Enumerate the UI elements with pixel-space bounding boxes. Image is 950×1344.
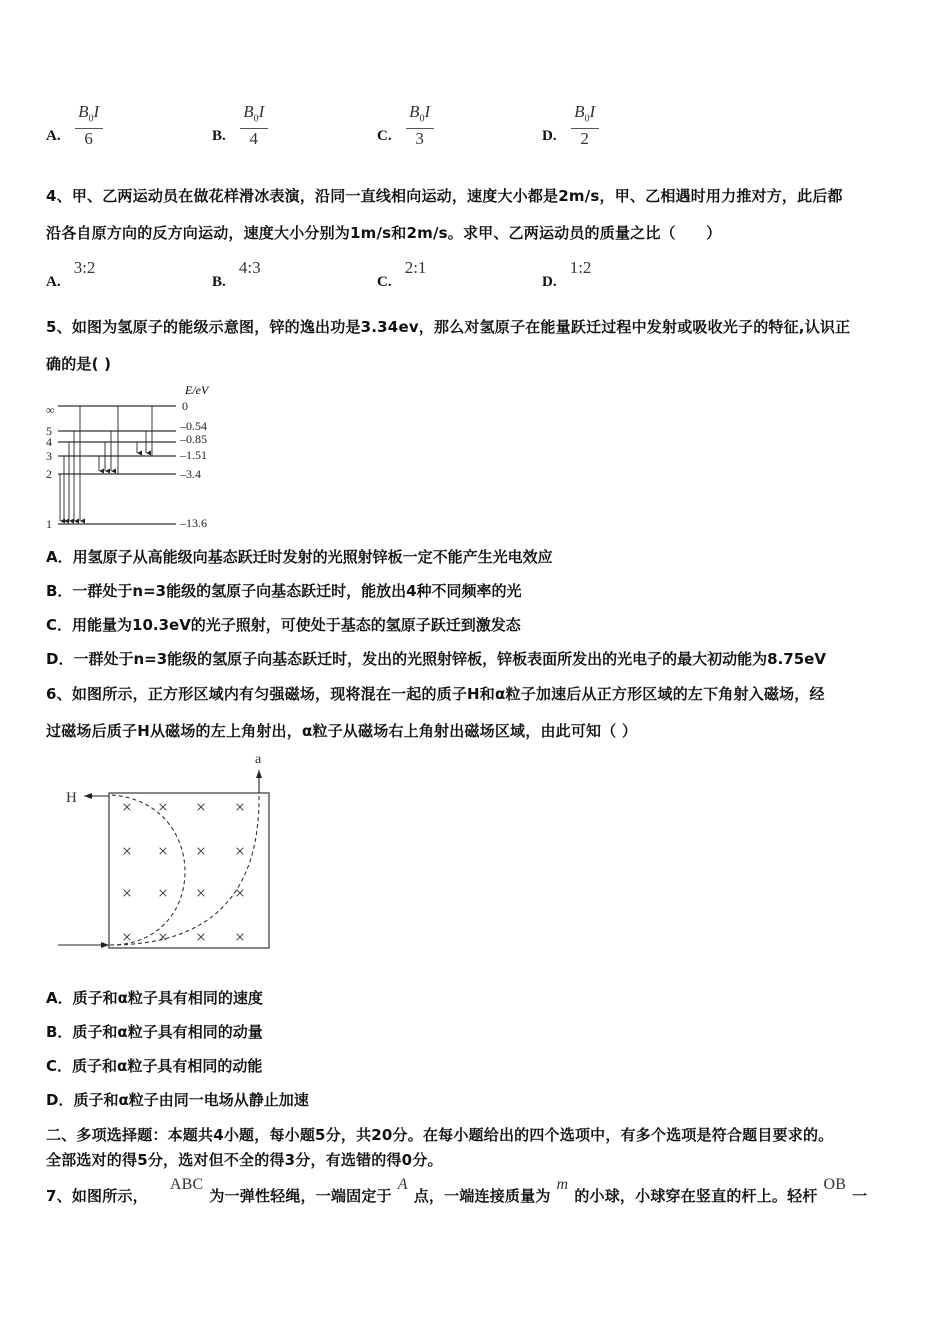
level-n-label: 4 bbox=[46, 435, 52, 449]
subscript: 0 bbox=[584, 113, 590, 125]
level-n-label: 1 bbox=[46, 517, 52, 531]
numerator-tail: I bbox=[258, 102, 265, 121]
svg-text:×: × bbox=[234, 883, 246, 903]
denominator: 4 bbox=[249, 129, 259, 149]
q7-text-2: 点，一端连接质量为 bbox=[413, 1187, 551, 1205]
numerator: B bbox=[409, 102, 420, 121]
label-a: a bbox=[255, 752, 262, 767]
denominator: 2 bbox=[580, 129, 589, 149]
magnetic-field-diagram bbox=[50, 745, 280, 955]
subscript: 0 bbox=[419, 113, 425, 125]
option-value: 2:1 bbox=[404, 258, 427, 277]
question-7-line-1 bbox=[46, 1176, 868, 1207]
q3-option-d[interactable] bbox=[542, 103, 599, 149]
q7-text-1: 为一弹性轻绳，一端固定于 bbox=[209, 1187, 392, 1205]
q6-option-d[interactable]: D．质子和α粒子由同一电场从静止加速 bbox=[46, 1091, 309, 1109]
option-letter: D. bbox=[542, 128, 557, 145]
field-crosses bbox=[122, 797, 245, 947]
option-letter: D. bbox=[542, 274, 557, 290]
axis-label: E/eV bbox=[185, 383, 209, 397]
svg-text:×: × bbox=[157, 841, 169, 861]
option-letter: C. bbox=[377, 274, 392, 290]
option-letter: A. bbox=[46, 274, 61, 290]
question-6-line-2: 过磁场后质子H从磁场的左上角射出，α粒子从磁场右上角射出磁场区域，由此可知（ ） bbox=[46, 722, 638, 740]
q4-option-b[interactable] bbox=[212, 258, 261, 290]
level-n-label: 2 bbox=[46, 467, 52, 481]
question-6-line-1: 6、如图所示，正方形区域内有匀强磁场，现将混在一起的质子H和α粒子加速后从正方形区域的左下角射入磁场，经 bbox=[46, 685, 825, 703]
svg-text:×: × bbox=[121, 883, 133, 903]
option-value: 3:2 bbox=[73, 258, 96, 277]
section-2-line-1: 二、多项选择题：本题共4小题，每小题5分，共20分。在每小题给出的四个选项中，有多个选项是符合题目要求的。 bbox=[46, 1126, 834, 1144]
q7-prefix: 7、如图所示， bbox=[46, 1187, 148, 1205]
svg-text:×: × bbox=[195, 927, 207, 947]
q3-option-c[interactable] bbox=[377, 103, 434, 149]
svg-text:×: × bbox=[157, 797, 169, 817]
svg-text:×: × bbox=[195, 883, 207, 903]
fraction bbox=[571, 103, 599, 149]
svg-text:×: × bbox=[195, 841, 207, 861]
numerator-tail: I bbox=[93, 102, 100, 121]
svg-text:×: × bbox=[157, 927, 169, 947]
level-energy-label: –0.54 bbox=[180, 419, 207, 433]
svg-text:×: × bbox=[121, 927, 133, 947]
svg-text:×: × bbox=[195, 797, 207, 817]
q4-option-a[interactable] bbox=[46, 258, 96, 290]
q5-option-b[interactable]: B．一群处于n=3能级的氢原子向基态跃迁时，能放出4种不同频率的光 bbox=[46, 582, 522, 600]
fraction bbox=[406, 103, 434, 149]
energy-level-diagram bbox=[40, 380, 230, 535]
denominator: 6 bbox=[84, 129, 93, 149]
subscript: 0 bbox=[88, 113, 94, 125]
subscript: 0 bbox=[253, 113, 259, 125]
numerator: B bbox=[243, 102, 254, 121]
question-5-line-2: 确的是( ) bbox=[46, 355, 112, 373]
svg-text:×: × bbox=[157, 883, 169, 903]
q7-symbol-ob: OB bbox=[823, 1176, 847, 1193]
q6-option-a[interactable]: A．质子和α粒子具有相同的速度 bbox=[46, 989, 263, 1007]
level-energy-label: –3.4 bbox=[180, 467, 201, 481]
level-energy-label: –1.51 bbox=[180, 448, 207, 462]
q5-option-c[interactable]: C．用能量为10.3eV的光子照射，可使处于基态的氢原子跃迁到激发态 bbox=[46, 616, 521, 634]
q7-symbol-abc: ABC bbox=[169, 1176, 204, 1193]
q7-text-3: 的小球，小球穿在竖直的杆上。轻杆 bbox=[574, 1187, 818, 1205]
q7-text-4: 一 bbox=[852, 1187, 868, 1205]
level-energy-label: –0.85 bbox=[180, 432, 207, 446]
q4-option-d[interactable] bbox=[542, 258, 592, 290]
svg-text:×: × bbox=[234, 927, 246, 947]
q3-option-b[interactable] bbox=[212, 103, 268, 149]
fraction bbox=[75, 103, 103, 149]
q6-option-b[interactable]: B．质子和α粒子具有相同的动量 bbox=[46, 1023, 263, 1041]
question-4-line-1: 4、甲、乙两运动员在做花样滑冰表演，沿同一直线相向运动，速度大小都是2m/s，甲、乙相遇时用力推对方，此后都 bbox=[46, 187, 843, 205]
option-value: 1:2 bbox=[569, 258, 592, 277]
level-n-label: ∞ bbox=[46, 403, 55, 417]
q4-option-c[interactable] bbox=[377, 258, 427, 290]
numerator-tail: I bbox=[589, 102, 596, 121]
level-n-label: 5 bbox=[46, 424, 52, 438]
option-letter: B. bbox=[212, 128, 226, 145]
section-2-line-2: 全部选对的得5分，选对但不全的得3分，有选错的得0分。 bbox=[46, 1151, 443, 1169]
svg-text:×: × bbox=[234, 797, 246, 817]
denominator: 3 bbox=[415, 129, 424, 149]
numerator: B bbox=[78, 102, 89, 121]
svg-text:×: × bbox=[121, 797, 133, 817]
fraction bbox=[240, 103, 268, 149]
question-5-line-1: 5、如图为氢原子的能级示意图，锌的逸出功是3.34ev，那么对氢原子在能量跃迁过程中发射或吸收光子的特征,认识正 bbox=[46, 318, 851, 336]
option-letter: C. bbox=[377, 128, 392, 145]
q3-option-a[interactable] bbox=[46, 103, 103, 149]
numerator-tail: I bbox=[424, 102, 431, 121]
svg-text:×: × bbox=[121, 841, 133, 861]
option-letter: B. bbox=[212, 274, 226, 290]
option-value: 4:3 bbox=[238, 258, 261, 277]
question-4-line-2: 沿各自原方向的反方向运动，速度大小分别为1m/s和2m/s。求甲、乙两运动员的质量之比（ ） bbox=[46, 224, 722, 242]
option-letter: A. bbox=[46, 128, 61, 145]
q7-symbol-m: m bbox=[556, 1176, 569, 1193]
level-energy-label: –13.6 bbox=[180, 516, 207, 530]
level-n-label: 3 bbox=[46, 449, 52, 463]
label-h: H bbox=[66, 790, 77, 806]
q5-option-a[interactable]: A．用氢原子从高能级向基态跃迁时发射的光照射锌板一定不能产生光电效应 bbox=[46, 548, 553, 566]
svg-text:×: × bbox=[234, 841, 246, 861]
proton-trajectory bbox=[110, 795, 185, 945]
q5-option-d[interactable]: D．一群处于n=3能级的氢原子向基态跃迁时，发出的光照射锌板，锌板表面所发出的光电子的最大初动能为8.75eV bbox=[46, 650, 826, 668]
q6-option-c[interactable]: C．质子和α粒子具有相同的动能 bbox=[46, 1057, 263, 1075]
numerator: B bbox=[574, 102, 585, 121]
q7-symbol-a: A bbox=[397, 1176, 408, 1193]
level-energy-label: 0 bbox=[182, 399, 188, 413]
